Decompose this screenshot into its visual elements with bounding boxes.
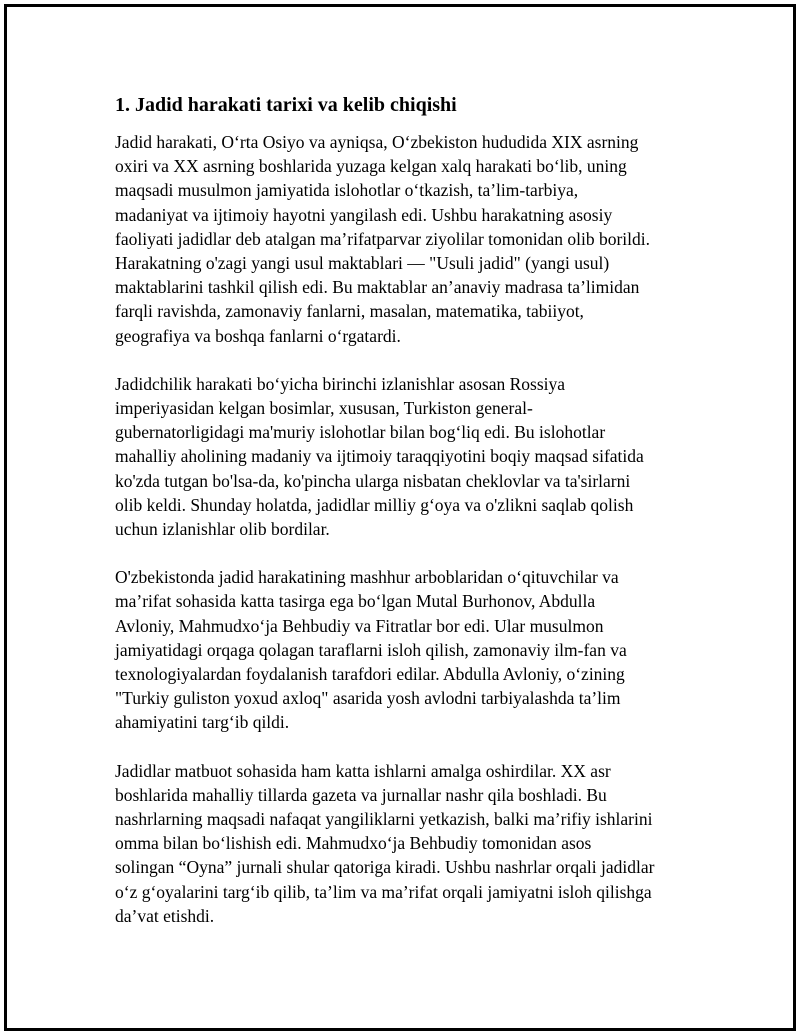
paragraph-1: Jadid harakati, O‘rta Osiyo va ayniqsa, O‘zbekiston hududida XIX asrning oxiri va XX asrning boshlarida yuzaga kelgan xalq harakati bo‘lib, uning maqsadi musulmon jamiyatida islohotlar o‘tkazish, ta’lim-tarbiya, madaniyat va ijtimoiy hayotni yangilash edi. Ushbu harakatning asosiy faoliyati jadidlar deb atalgan ma’rifatparvar ziyolilar tomonidan olib borildi. Harakatning o'zagi yangi usul maktablari — "Usuli jadid" (yangi usul) maktablarini tashkil qilish edi. Bu maktablar an’anaviy madrasa ta’limidan farqli ravishda, zamonaviy fanlarni, masalan, matematika, tabiiyot, geografiya va boshqa fanlarni o‘rgatardi.: [115, 132, 651, 346]
paragraph-4: Jadidlar matbuot sohasida ham katta ishlarni amalga oshirdilar. XX asr boshlarida mahalliy tillarda gazeta va jurnallar nashr qila boshladi. Bu nashrlarning maqsadi nafaqat yangiliklarni yetkazish, balki ma’rifiy ishlarini omma bilan bo‘lishish edi. Mahmudxo‘ja Behbudiy tomonidan asos solingan “Oyna” jurnali shular qatoriga kiradi. Ushbu nashrlar orqali jadidlar o‘z g‘oyalarini targ‘ib qilib, ta’lim va ma’rifat orqali jamiyatni isloh qilishga da’vat etishdi.: [115, 760, 655, 926]
paragraph-3: O'zbekistonda jadid harakatining mashhur arboblaridan o‘qituvchilar va ma’rifat sohasida katta tasirga ega bo‘lgan Mutal Burhonov, Abdulla Avloniy, Mahmudxo‘ja Behbudiy va Fitratlar bor edi. Ular musulmon jamiyatidagi orqaga qolagan taraflarni isloh qilish, zamonaviy ilm-fan va texnologiyalardan foydalanish tarafdori edilar. Abdulla Avloniy, o‘zining "Turkiy guliston yoxud axloq" asarida yosh avlodni tarbiyalashda ta’lim ahamiyatini targ‘ib qildi.: [115, 567, 627, 733]
document-body: [114, 92, 688, 952]
paragraph-2: Jadidchilik harakati bo‘yicha birinchi izlanishlar asosan Rossiya imperiyasidan kelgan bosimlar, xususan, Turkiston general- gubernatorligidagi ma'muriy islohotlar bilan bog‘liq edi. Bu islohotlar mahalliy aholining madaniy va ijtimoiy taraqqiyotini boqiy maqsad sifatida ko'zda tutgan bo'lsa-da, ko'pincha ularga nisbatan cheklovlar va ta'sirlarni olib keldi. Shunday holatda, jadidlar milliy g‘oya va o'zlikni saqlab qolish uchun izlanishlar olib bordilar.: [115, 373, 644, 540]
section-heading: 1. Jadid harakati tarixi va kelib chiqishi: [115, 94, 457, 116]
